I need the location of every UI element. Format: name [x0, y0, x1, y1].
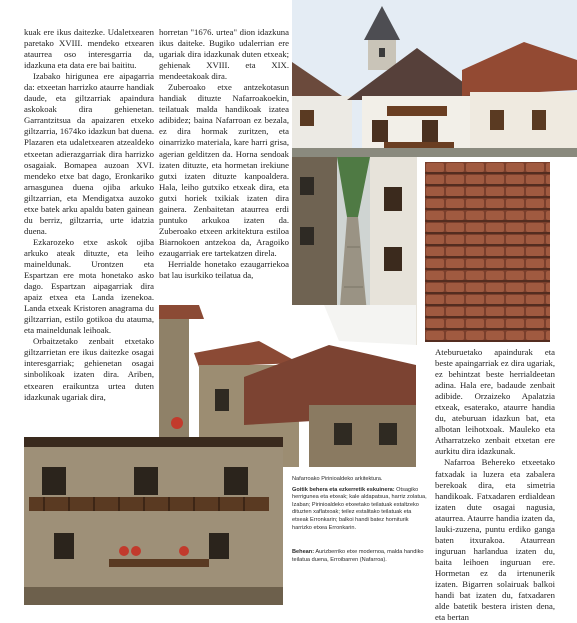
- paragraph: Ezkarozeko etxe askok ojiba arkuko ateak dituzte, eta leiho maineldunak. Urontzen eta Espartzan ere mota honetako asko dago. Espartzan aipagarriak dira apaiz etxea eta Landa izenekoa. Landa etxeak Kristoren anagrama du giltzarrian, estilo gotikoa du atauma, eta maineldunak leihoak.: [24, 236, 154, 336]
- paragraph: horretan "1676. urtea" dion idazkuna ikus daiteke. Bugiko udalerrian ere ugariak dira idazkunak duten etxeak; gehienak XVIII. eta XIX. mendeetakoak dira.: [159, 27, 289, 82]
- caption-bottom-text: Aurizberriko etxe modernoa, malda handiko teilatua duena, Erroibarren (Nafarroa).: [292, 549, 424, 563]
- paragraph: Nafarroa Behereko etxeetako fatxadak ia luzera eta zabalera berekoak dira, eta simetria handikoak. Fatxadaren erdialdean izaten dute osagai nagusia, ataurrea. Ataurre handia izaten da, lauki-zuzena, puntu erdiko ganga baten itxurakoa. Ataurrean inguruan harlandua izaten du, baita leihoen inguruan ere. Hormetan ez da irtenunerik izaten. Bigarren solairuak balkoi handi bat izaten du, fatxadaren alde batetik bestera iristen dena, eta bertan: [435, 457, 555, 623]
- caption-body: [292, 487, 427, 533]
- text-column-middle: [159, 27, 289, 281]
- text-column-left: [24, 27, 154, 403]
- paragraph: Izabako hirigunea ere aipagarria da: etxeetan harrizko ataurre handiak daude, eta giltzarriak apaindura askokoak dira gehienetan. Garrantzitsua da apaizaren etxeko giltzarria, 1674ko idazkun bat duena. Plazaren eta udaletxearen atzealdeko etxeetan adierazgarriak dira harrizko osagaiak. Bomapea auzoan XVI. mendeko etxe bat dago, Eronkariko arnasgunea duena ojiba arkuko giltzarrian, eta Mendigatxa auzoko etxe batek arku apaldu baten gainean du berriz, giltzarria, urte idatzia duena.: [24, 71, 154, 236]
- caption-bottom: [292, 549, 427, 564]
- caption-lead: Goitik behera eta ezkerretik eskuinera:: [292, 486, 395, 493]
- paragraph: kuak ere ikus daitezke. Udaletxearen paretako XVIII. mendeko etxearen ataurrea oso interesgarria da, idazkuna eta data ere bai baititu.: [24, 27, 154, 71]
- paragraph: Zuberoako etxe antzekotasun handiak dituzte Nafarroakoekin, teilatuak malda handikoak izatea adibidez; baina Nafarroan ez bezala, ez dira hormak zuritzen, eta oinarrizko materiala, kare harri grisa, agerian gelditzen da. Horna sendoak izaten dituzte, eta hormetan irekiune gutxi izaten dituzte kanpoaldera. Hala, leiho gutxiko etxeak dira, eta gutxi horiek txikiak izaten dira gainera. Zenbaitetan ataurrea erdi puntuko arkukoa izaten da. Zuberoako etxeen arkitektura estiloa Biarnokoen antzekoa da, Aragoiko ezaugarriak ere tartekatzen direla.: [159, 82, 289, 258]
- paragraph: Orbaitzetako zenbait etxetako giltzarrietan ere ikus daitezke osagai interesgarriak; gehienetan osagai sinbolikoak izaten dira. Ariben, etxearen eraikuntza urtea duten idazkunak ugariak dira,: [24, 336, 154, 402]
- photo-otsagi-village: [292, 0, 577, 157]
- paragraph: Herrialde honetako ezaugarriekoa bat lau isurkiko teilatua da,: [159, 258, 289, 281]
- photo-balcony-house: [24, 437, 283, 605]
- photo-caption: [292, 476, 427, 567]
- paragraph: Ateburuetako apaindurak eta beste apaingarriak ez dira ugariak, ez behintzat beste herrialdeetan adina. Hala ere, badaude zenbait adibide. Orzaizeko Apalatzia etxeak, esaterako, ataurre handia du, ateburuan idazkun bat, eta albotan leihotxoak. Mauleko eta Atharratzeko zenbait etxetan ere aurkitu dira idazkunak.: [435, 347, 555, 457]
- caption-text: Otsagiko herrigunea eta etxeak; kale aldapatsua, harriz zolatua, Izaban; Pirinioaldeko etxeetako teilatuak estaltzeko dituzten xaflatxoak; teilez estalitako teilatuak eta etxeak Erronkarin; balkoi handi batez horniturik harrizko etxea Erronkarin.: [292, 486, 427, 531]
- caption-title: Nafarroako Pirinioaldeko arkitektura.: [292, 476, 383, 482]
- photo-roof-tiles: [425, 162, 550, 342]
- text-column-right: [435, 347, 555, 623]
- caption-bottom-lead: Behean:: [292, 549, 315, 556]
